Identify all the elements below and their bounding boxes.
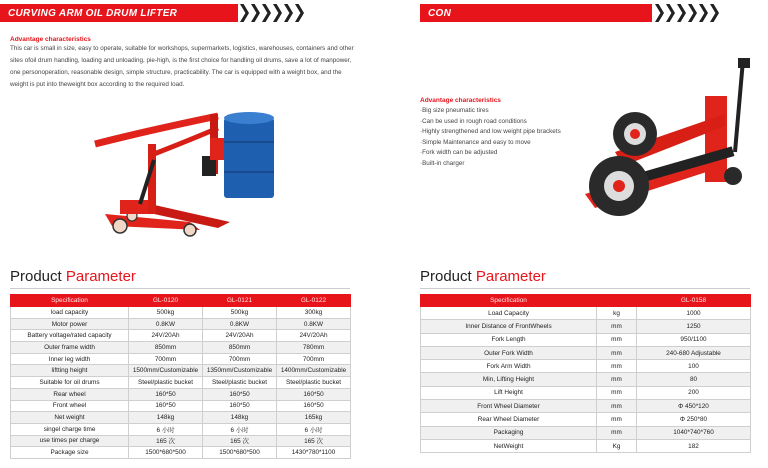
spec-value-cell: 24V/20Ah [277,330,351,342]
table-row [11,388,351,400]
spec-value-cell: mm [597,373,637,386]
left-advantage-title: Advantage characteristics [10,36,91,43]
spec-value-cell: kg [597,307,637,320]
spec-label-cell: Motor power [11,318,129,330]
spec-label-cell: Inner leg width [11,353,129,365]
right-product-title-word1: Product [420,268,472,285]
column-header: Specification [421,295,597,307]
left-banner [0,4,238,22]
left-product-title-word1: Product [10,268,62,285]
spec-value-cell: 0.8KW [277,318,351,330]
left-spec-table [10,294,351,459]
right-advantage-title: Advantage characteristics [420,97,501,104]
spec-label-cell: Front Wheel Diameter [421,400,597,413]
spec-label-cell: Fork Length [421,333,597,346]
spec-value-cell: 240-680 Adjustable [637,346,751,359]
table-row [11,423,351,435]
spec-value-cell: 1500*680*500 [203,447,277,459]
spec-value-cell: 1400mm/Customizable [277,365,351,377]
table-row [11,330,351,342]
left-banner-title: CURVING ARM OIL DRUM LIFTER [8,7,178,19]
column-header: GL-0121 [203,295,277,307]
table-row [11,318,351,330]
right-spec-table [420,294,751,453]
table-row [421,373,751,386]
right-product-title-word2: Parameter [475,268,546,285]
spec-value-cell: 160*50 [277,388,351,400]
spec-value-cell: 24V/20Ah [129,330,203,342]
right-chevrons [655,4,719,22]
pallet-truck-image [575,56,765,226]
spec-value-cell: mm [597,400,637,413]
spec-value-cell: 1500*680*500 [129,447,203,459]
spec-label-cell: Rear Wheel Diameter [421,413,597,426]
left-advantage-text: This car is small in size, easy to operate, suitable for workshops, supermarkets, logistics, warehouses, containers and other sites ofoil drum handling, loading and unloading, pie-high, is the first choice for handling oil drums, save a lot of manpower, one personoperation, reasonable design, simple structure, practicability. The car is equipped with a weight box, and the weight is put into theweight box according to the required load. [10,45,354,88]
spec-value-cell: 6 小时 [129,423,203,435]
spec-value-cell: 160*50 [277,400,351,412]
spec-value-cell: 500kg [203,307,277,319]
spec-value-cell: 1040*740*760 [637,426,751,439]
spec-value-cell: mm [597,333,637,346]
column-header: GL-0120 [129,295,203,307]
table-row [11,353,351,365]
spec-value-cell: 1430*780*1100 [277,447,351,459]
spec-value-cell: Steel/plastic bucket [129,377,203,389]
table-row [421,320,751,333]
spec-label-cell: load capacity [11,307,129,319]
spec-value-cell: 165 次 [203,435,277,447]
spec-value-cell: 6 小时 [203,423,277,435]
table-row [421,333,751,346]
spec-value-cell: 1500mm/Customizable [129,365,203,377]
spec-value-cell: mm [597,413,637,426]
table-row [421,413,751,426]
right-product-title [420,268,546,285]
spec-value-cell: 160*50 [129,400,203,412]
column-header: GL-0122 [277,295,351,307]
table-row [11,447,351,459]
table-row [11,342,351,354]
spec-value-cell: 700mm [203,353,277,365]
table-row [421,400,751,413]
spec-label-cell: Min, Lifting Height [421,373,597,386]
spec-label-cell: liftting height [11,365,129,377]
spec-value-cell: 6 小时 [277,423,351,435]
spec-value-cell: 165 次 [277,435,351,447]
right-advantage-list [420,106,580,169]
spec-value-cell: 165kg [277,412,351,424]
spec-label-cell: Outer Fork Width [421,346,597,359]
table-row [11,307,351,319]
left-product-title [10,268,136,285]
spec-value-cell: 500kg [129,307,203,319]
list-item: ·Built-in charger [420,159,465,167]
spec-value-cell: 80 [637,373,751,386]
spec-value-cell: 850mm [203,342,277,354]
spec-value-cell: Steel/plastic bucket [277,377,351,389]
spec-value-cell: Φ 450*120 [637,400,751,413]
spec-value-cell: mm [597,320,637,333]
spec-label-cell: NetWeight [421,439,597,452]
spec-label-cell: use times per charge [11,435,129,447]
list-item: ·Can be used in rough road conditions [420,117,527,125]
right-banner [420,4,652,22]
spec-label-cell: Load Capacity [421,307,597,320]
column-header [597,295,637,307]
spec-value-cell: 700mm [129,353,203,365]
table-row [421,426,751,439]
table-header-row [421,295,751,307]
spec-value-cell: 950/1100 [637,333,751,346]
list-item: ·Highly strengthened and low weight pipe brackets [420,128,561,135]
spec-label-cell: Net weight [11,412,129,424]
spec-label-cell: Fork Arm Width [421,360,597,373]
spec-value-cell: Φ 250*80 [637,413,751,426]
spec-label-cell: Outer frame width [11,342,129,354]
spec-value-cell: 165 次 [129,435,203,447]
spec-value-cell: 780mm [277,342,351,354]
spec-value-cell: 1000 [637,307,751,320]
spec-value-cell: 24V/20Ah [203,330,277,342]
spec-value-cell: 148kg [203,412,277,424]
spec-value-cell: 182 [637,439,751,452]
table-header-row [11,295,351,307]
spec-label-cell: Lift Height [421,386,597,399]
table-row [11,435,351,447]
spec-label-cell: Suitable for oil drums [11,377,129,389]
right-divider [420,288,750,289]
left-divider [10,288,350,289]
spec-value-cell: mm [597,346,637,359]
table-row [421,386,751,399]
spec-value-cell: 148kg [129,412,203,424]
table-row [421,439,751,452]
spec-value-cell: 160*50 [203,400,277,412]
spec-value-cell: mm [597,426,637,439]
spec-value-cell: 1250 [637,320,751,333]
table-row [11,365,351,377]
spec-label-cell: Inner Distance of FrontWheels [421,320,597,333]
left-product-title-word2: Parameter [65,268,136,285]
left-chevrons [240,4,304,22]
spec-label-cell: Packaging [421,426,597,439]
spec-value-cell: mm [597,386,637,399]
spec-value-cell: Steel/plastic bucket [203,377,277,389]
spec-label-cell: singel charge time [11,423,129,435]
spec-label-cell: Package size [11,447,129,459]
spec-value-cell: 100 [637,360,751,373]
spec-value-cell: 160*50 [129,388,203,400]
table-row [11,412,351,424]
spec-label-cell: Battery voltage/rated capacity [11,330,129,342]
table-row [421,307,751,320]
list-item: ·Simple Maintenance and easy to move [420,138,531,146]
table-row [11,400,351,412]
spec-label-cell: Front wheel [11,400,129,412]
right-banner-title: CON [428,7,452,19]
spec-label-cell: Rear wheel [11,388,129,400]
table-row [11,377,351,389]
column-header: GL-0158 [637,295,751,307]
table-row [421,360,751,373]
list-item: ·Fork width can be adjusted [420,149,498,156]
spec-value-cell: 0.8KW [129,318,203,330]
spec-value-cell: Kg [597,439,637,452]
spec-value-cell: 200 [637,386,751,399]
spec-value-cell: 300kg [277,307,351,319]
column-header: Specification [11,295,129,307]
list-item: ·Big size pneumatic tires [420,107,489,114]
spec-value-cell: 1350mm/Customizable [203,365,277,377]
drum-lifter-image [90,104,290,250]
table-row [421,346,751,359]
spec-value-cell: mm [597,360,637,373]
spec-value-cell: 160*50 [203,388,277,400]
spec-value-cell: 700mm [277,353,351,365]
spec-value-cell: 0.8KW [203,318,277,330]
spec-value-cell: 850mm [129,342,203,354]
